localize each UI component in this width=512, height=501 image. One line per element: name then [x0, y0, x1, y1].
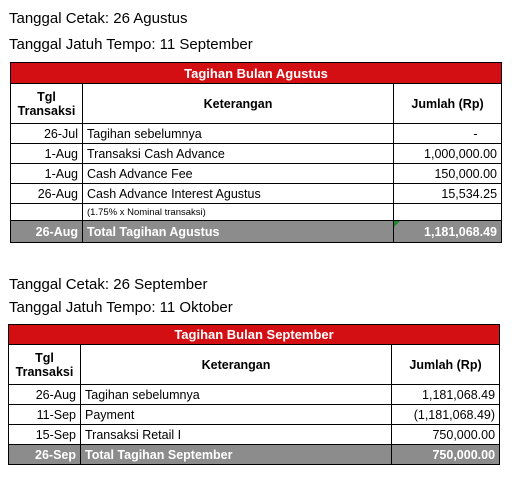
total-description: Total Tagihan September — [81, 445, 392, 465]
row-description: Payment — [81, 405, 392, 425]
total-amount: 750,000.00 — [392, 445, 500, 465]
note-amount-cell — [394, 204, 502, 221]
amount-column-header: Jumlah (Rp) — [394, 84, 502, 124]
table-title-row — [9, 325, 500, 345]
row-amount: 15,534.25 — [394, 184, 502, 204]
total-date: 26-Aug — [11, 221, 83, 243]
row-amount: 750,000.00 — [392, 425, 500, 445]
table-title: Tagihan Bulan September — [9, 325, 500, 345]
header-row — [11, 84, 502, 124]
row-amount: (1,181,068.49) — [392, 405, 500, 425]
august-bill-table — [10, 62, 502, 243]
row-date: 11-Sep — [9, 405, 81, 425]
note-row — [11, 204, 502, 221]
header-row — [9, 345, 500, 385]
date-column-header: Tgl Transaksi — [9, 345, 81, 385]
row-description: Tagihan sebelumnya — [81, 385, 392, 405]
row-description: Cash Advance Interest Agustus — [83, 184, 394, 204]
amount-column-header: Jumlah (Rp) — [392, 345, 500, 385]
table-row — [11, 164, 502, 184]
row-date: 26-Jul — [11, 124, 83, 144]
table-title: Tagihan Bulan Agustus — [11, 63, 502, 84]
table-row — [9, 405, 500, 425]
description-column-header: Keterangan — [81, 345, 392, 385]
row-description: Cash Advance Fee — [83, 164, 394, 184]
description-column-header: Keterangan — [83, 84, 394, 124]
total-amount: 1,181,068.49 — [394, 221, 502, 243]
total-description: Total Tagihan Agustus — [83, 221, 394, 243]
date-column-header: Tgl Transaksi — [11, 84, 83, 124]
total-date: 26-Sep — [9, 445, 81, 465]
table-row — [11, 144, 502, 164]
row-amount: - — [394, 124, 502, 144]
total-row — [11, 221, 502, 243]
table-title-row — [11, 63, 502, 84]
row-description: Transaksi Retail I — [81, 425, 392, 445]
table-row — [9, 385, 500, 405]
row-amount: 1,181,068.49 — [392, 385, 500, 405]
row-amount: 1,000,000.00 — [394, 144, 502, 164]
september-bill-table — [8, 324, 500, 465]
print-date-august: Tanggal Cetak: 26 Agustus — [9, 10, 188, 27]
total-row — [9, 445, 500, 465]
row-date: 26-Aug — [11, 184, 83, 204]
print-date-september: Tanggal Cetak: 26 September — [9, 276, 208, 293]
table-row — [11, 184, 502, 204]
row-date: 15-Sep — [9, 425, 81, 445]
row-amount: 150,000.00 — [394, 164, 502, 184]
note-date-cell — [11, 204, 83, 221]
row-date: 26-Aug — [9, 385, 81, 405]
table-row — [11, 124, 502, 144]
row-description: Transaksi Cash Advance — [83, 144, 394, 164]
due-date-august: Tanggal Jatuh Tempo: 11 September — [9, 36, 253, 53]
row-description: Tagihan sebelumnya — [83, 124, 394, 144]
row-date: 1-Aug — [11, 164, 83, 184]
table-row — [9, 425, 500, 445]
due-date-september: Tanggal Jatuh Tempo: 11 Oktober — [9, 299, 233, 316]
row-date: 1-Aug — [11, 144, 83, 164]
interest-note: (1.75% x Nominal transaksi) — [83, 204, 394, 221]
